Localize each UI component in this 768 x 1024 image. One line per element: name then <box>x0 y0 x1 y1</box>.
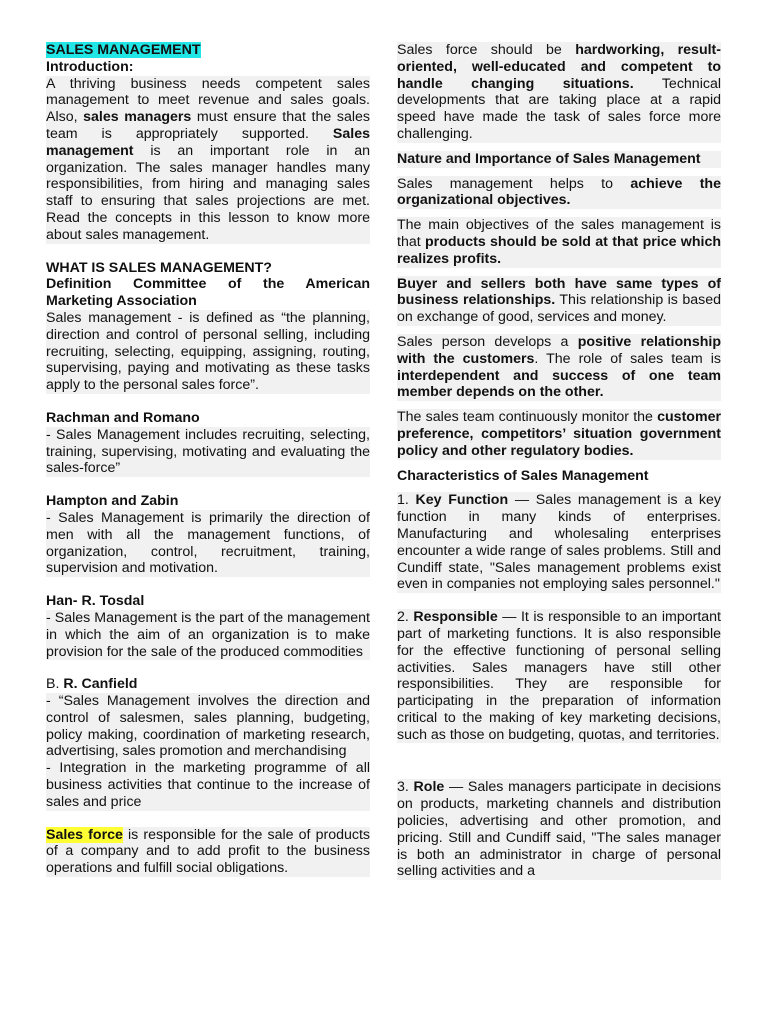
canfield-paragraph-2: - Integration in the marketing programme of all business activities that continue to the increase of sales and price <box>46 760 370 810</box>
intro-heading: Introduction: <box>46 58 134 75</box>
what-heading: WHAT IS SALES MANAGEMENT? <box>46 259 272 276</box>
hampton-paragraph: - Sales Management is primarily the direction of men with all the management functions, of organization, control, recruitment, training, supervision and motivation. <box>46 509 370 577</box>
sales-force-paragraph: Sales force is responsible for the sale of products of a company and to add profit to the business operations and fulfill social obligations. <box>46 826 371 877</box>
relationships-paragraph: Buyer and sellers both have same types of business relationships. This relationship is based on exchange of good, services and money. <box>397 275 722 326</box>
objectives-paragraph: Sales management helps to achieve the organizational objectives. <box>397 175 721 209</box>
tosdal-heading: Han- R. Tosdal <box>46 593 145 610</box>
sales-person-paragraph: Sales person develops a positive relationship with the customers. The role of sales team is interdependent and success of one team member depends on the other. <box>397 333 721 401</box>
main-objectives-paragraph: The main objectives of the sales management is that products should be sold at that price which realizes profits. <box>397 217 722 267</box>
characteristic-item-1: 1. Key Function — Sales management is a key function in many kinds of enterprises. Manufacturing and wholesaling enterprises encounter a wide range of sales problems. Still and Cundiff state, "Sales management problems exist even in companies not employing sales personnel." <box>397 492 721 593</box>
nature-heading: Nature and Importance of Sales Management <box>397 151 721 168</box>
canfield-paragraph-1: - “Sales Management involves the direction and control of salesmen, sales planning, budgeting, policy making, coordination of marketing research, advertising, sales promotion and merchandising <box>46 693 370 760</box>
definition-heading: Definition Committee of the American Marketing Association <box>46 276 370 310</box>
sales-force-traits-paragraph: Sales force should be hardworking, result-oriented, well-educated and competent to handle changing situations. Technical developments that are taking place at a rapid speed have made the task of sales force more challenging. <box>397 42 722 142</box>
rachman-heading: Rachman and Romano <box>46 409 200 426</box>
left-column <box>46 42 370 877</box>
characteristics-heading: Characteristics of Sales Management <box>397 467 649 484</box>
hampton-heading: Hampton and Zabin <box>46 493 179 510</box>
tosdal-paragraph: - Sales Management is the part of the management in which the aim of an organization is to make provision for the sale of the produced commodities <box>46 609 370 660</box>
intro-paragraph: A thriving business needs competent sales management to meet revenue and sales goals. Also, sales managers must ensure that the sales team is appropriately supported. Sales management is an important role in an organization. The sales manager handles many responsibilities, from hiring and managing sales staff to ensuring that sales projections are met. Read the concepts in this lesson to know more about sales management. <box>46 75 371 243</box>
canfield-heading: B. R. Canfield <box>46 676 138 693</box>
monitor-paragraph: The sales team continuously monitor the customer preference, competitors’ situation government policy and other regulatory bodies. <box>397 409 721 459</box>
right-column <box>397 42 721 880</box>
document-title: SALES MANAGEMENT <box>46 42 201 58</box>
characteristic-item-2: 2. Responsible — It is responsible to an important part of marketing functions. It is also responsible for the effective functioning of personal selling activities. Sales managers have still other responsibilities. They are responsible for participating in the preparation of information critical to the making of key marketing decisions, such as those on budgeting, quotas, and territories. <box>397 609 721 743</box>
definition-paragraph: Sales management - is defined as “the planning, direction and control of personal selling, including recruiting, selecting, equipping, assigning, routing, supervising, paying and motivating as these tasks apply to the personal sales force”. <box>46 309 370 394</box>
rachman-paragraph: - Sales Management includes recruiting, selecting, training, supervising, motivating and evaluating the sales-force” <box>46 426 370 477</box>
characteristic-item-3: 3. Role — Sales managers participate in decisions on products, marketing channels and distribution policies, advertising and other promotion, and pricing. Still and Cundiff said, "The sales manager is both an administrator in charge of personal selling activities and a <box>397 779 721 880</box>
